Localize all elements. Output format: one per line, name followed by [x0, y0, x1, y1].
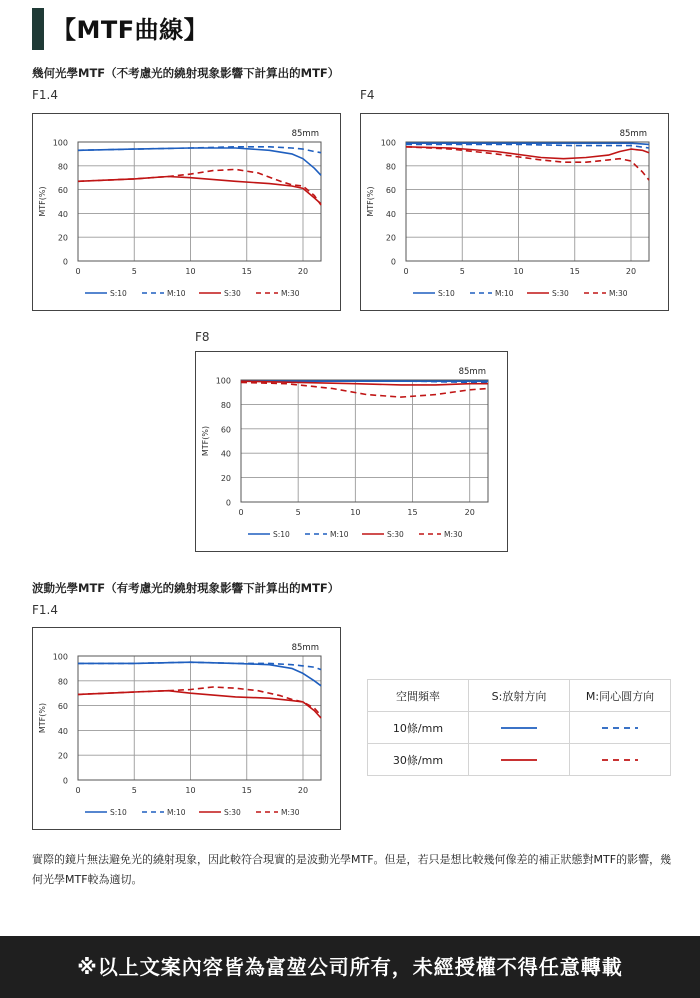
y-axis-label: MTF(%) [38, 186, 47, 217]
y-tick-label: 20 [57, 233, 68, 243]
legend-label: M:30 [609, 289, 628, 298]
legend-table [367, 679, 671, 776]
y-tick-label: 0 [62, 776, 68, 786]
mtf-chart-svg [361, 114, 668, 310]
y-tick-label: 20 [220, 474, 231, 484]
mtf-chart-svg [196, 352, 507, 551]
mtf-chart-svg [33, 628, 340, 829]
chart-title: 85mm [619, 129, 647, 139]
plot-frame [406, 142, 649, 261]
legend-label: M:30 [281, 808, 300, 817]
chart-title: 85mm [291, 643, 319, 653]
x-tick-label: 5 [459, 267, 465, 276]
legend-dashed-red-swatch [570, 744, 671, 776]
legend-table-header-row [368, 680, 671, 712]
plot-frame [78, 142, 321, 261]
page-title: 【MTF曲線】 [52, 16, 209, 44]
y-tick-label: 100 [52, 652, 68, 662]
solid-blue-line-icon [499, 725, 539, 731]
y-tick-label: 40 [220, 449, 231, 459]
mtf-chart-wave-f14 [32, 627, 341, 830]
explanation-note: 實際的鏡片無法避免光的繞射現象，因此較符合現實的是波動光學MTF。但是，若只是想比較幾何像差的補正狀態對MTF的影響，幾何光學MTF較為適切。 [32, 853, 672, 886]
legend-solid-blue-swatch [469, 712, 570, 744]
legend-solid-red-swatch [469, 744, 570, 776]
legend-label: S:10 [438, 289, 455, 298]
legend-label: M:30 [444, 530, 463, 539]
x-tick-label: 5 [131, 786, 137, 795]
header-spatial-frequency: 空間頻率 [368, 680, 469, 712]
x-tick-label: 0 [75, 786, 81, 795]
legend-table-row [368, 712, 671, 744]
dashed-red-line-icon [600, 757, 640, 763]
freq-10: 10條/mm [368, 712, 469, 744]
x-tick-label: 0 [238, 508, 244, 517]
legend-label: M:10 [495, 289, 514, 298]
x-tick-label: 10 [350, 508, 361, 517]
x-tick-label: 0 [75, 267, 81, 276]
y-tick-label: 0 [225, 498, 231, 508]
legend-table-row [368, 744, 671, 776]
y-tick-label: 0 [390, 257, 396, 267]
header-sagittal: S:放射方向 [469, 680, 570, 712]
series-line-s10 [78, 662, 321, 686]
legend-label: M:10 [330, 530, 349, 539]
y-axis-label: MTF(%) [366, 186, 375, 217]
y-tick-label: 80 [220, 400, 231, 410]
y-tick-label: 80 [385, 162, 396, 172]
title-accent-bar [32, 8, 44, 50]
y-tick-label: 100 [52, 138, 68, 148]
x-tick-label: 5 [131, 267, 137, 276]
aperture-label-f4: F4 [360, 88, 375, 102]
legend-label: S:30 [387, 530, 404, 539]
legend-label: S:10 [273, 530, 290, 539]
y-tick-label: 100 [215, 376, 231, 386]
x-tick-label: 15 [569, 267, 580, 276]
dashed-blue-line-icon [600, 725, 640, 731]
x-tick-label: 15 [241, 786, 252, 795]
y-tick-label: 60 [57, 702, 68, 712]
mtf-chart-geometric-f4 [360, 113, 669, 311]
y-tick-label: 20 [57, 751, 68, 761]
series-line-s30 [406, 147, 649, 159]
y-tick-label: 100 [380, 138, 396, 148]
series-line-s10 [78, 148, 321, 175]
legend-label: S:30 [224, 808, 241, 817]
y-axis-label: MTF(%) [38, 702, 47, 734]
y-tick-label: 60 [220, 425, 231, 435]
y-tick-label: 60 [385, 186, 396, 196]
mtf-chart-geometric-f8 [195, 351, 508, 552]
x-tick-label: 0 [403, 267, 409, 276]
legend-label: M:30 [281, 289, 300, 298]
legend-dashed-blue-swatch [570, 712, 671, 744]
series-line-m30 [78, 687, 321, 716]
plot-frame [241, 380, 488, 502]
y-tick-label: 80 [57, 162, 68, 172]
mtf-chart-svg [33, 114, 340, 310]
y-tick-label: 20 [385, 233, 396, 243]
x-tick-label: 10 [185, 267, 196, 276]
legend-label: S:30 [552, 289, 569, 298]
x-tick-label: 20 [625, 267, 637, 276]
aperture-label-f8: F8 [195, 330, 210, 344]
x-tick-label: 20 [464, 508, 475, 517]
mtf-chart-geometric-f14 [32, 113, 341, 311]
legend-label: S:30 [224, 289, 241, 298]
section-heading-geometric: 幾何光學MTF（不考慮光的繞射現象影響下計算出的MTF） [32, 66, 340, 80]
series-line-s30 [78, 177, 321, 204]
legend-label: M:10 [167, 808, 186, 817]
section-heading-wave: 波動光學MTF（有考慮光的繞射現象影響下計算出的MTF） [32, 581, 340, 595]
y-tick-label: 0 [62, 257, 68, 267]
legend-label: S:10 [110, 808, 127, 817]
copyright-footer: ※以上文案內容皆為富堃公司所有，未經授權不得任意轉載 [0, 936, 700, 998]
y-tick-label: 40 [385, 209, 396, 219]
x-tick-label: 20 [297, 786, 309, 795]
x-tick-label: 15 [241, 267, 252, 276]
legend-label: S:10 [110, 289, 127, 298]
series-line-m30 [406, 147, 649, 180]
x-tick-label: 20 [297, 267, 309, 276]
x-tick-label: 10 [185, 786, 196, 795]
y-tick-label: 80 [57, 677, 68, 687]
aperture-label-wave-f14: F1.4 [32, 603, 58, 617]
y-tick-label: 40 [57, 726, 68, 736]
y-tick-label: 40 [57, 209, 68, 219]
x-tick-label: 10 [513, 267, 524, 276]
x-tick-label: 5 [295, 508, 301, 517]
series-line-s30 [78, 691, 321, 718]
legend-label: M:10 [167, 289, 186, 298]
y-axis-label: MTF(%) [201, 425, 210, 457]
freq-30: 30條/mm [368, 744, 469, 776]
y-tick-label: 60 [57, 186, 68, 196]
plot-frame [78, 656, 321, 780]
chart-title: 85mm [458, 367, 486, 377]
header-meridional: M:同心圓方向 [570, 680, 671, 712]
chart-title: 85mm [291, 129, 319, 139]
series-line-m30 [78, 169, 321, 205]
aperture-label-f14: F1.4 [32, 88, 58, 102]
solid-red-line-icon [499, 757, 539, 763]
x-tick-label: 15 [407, 508, 418, 517]
